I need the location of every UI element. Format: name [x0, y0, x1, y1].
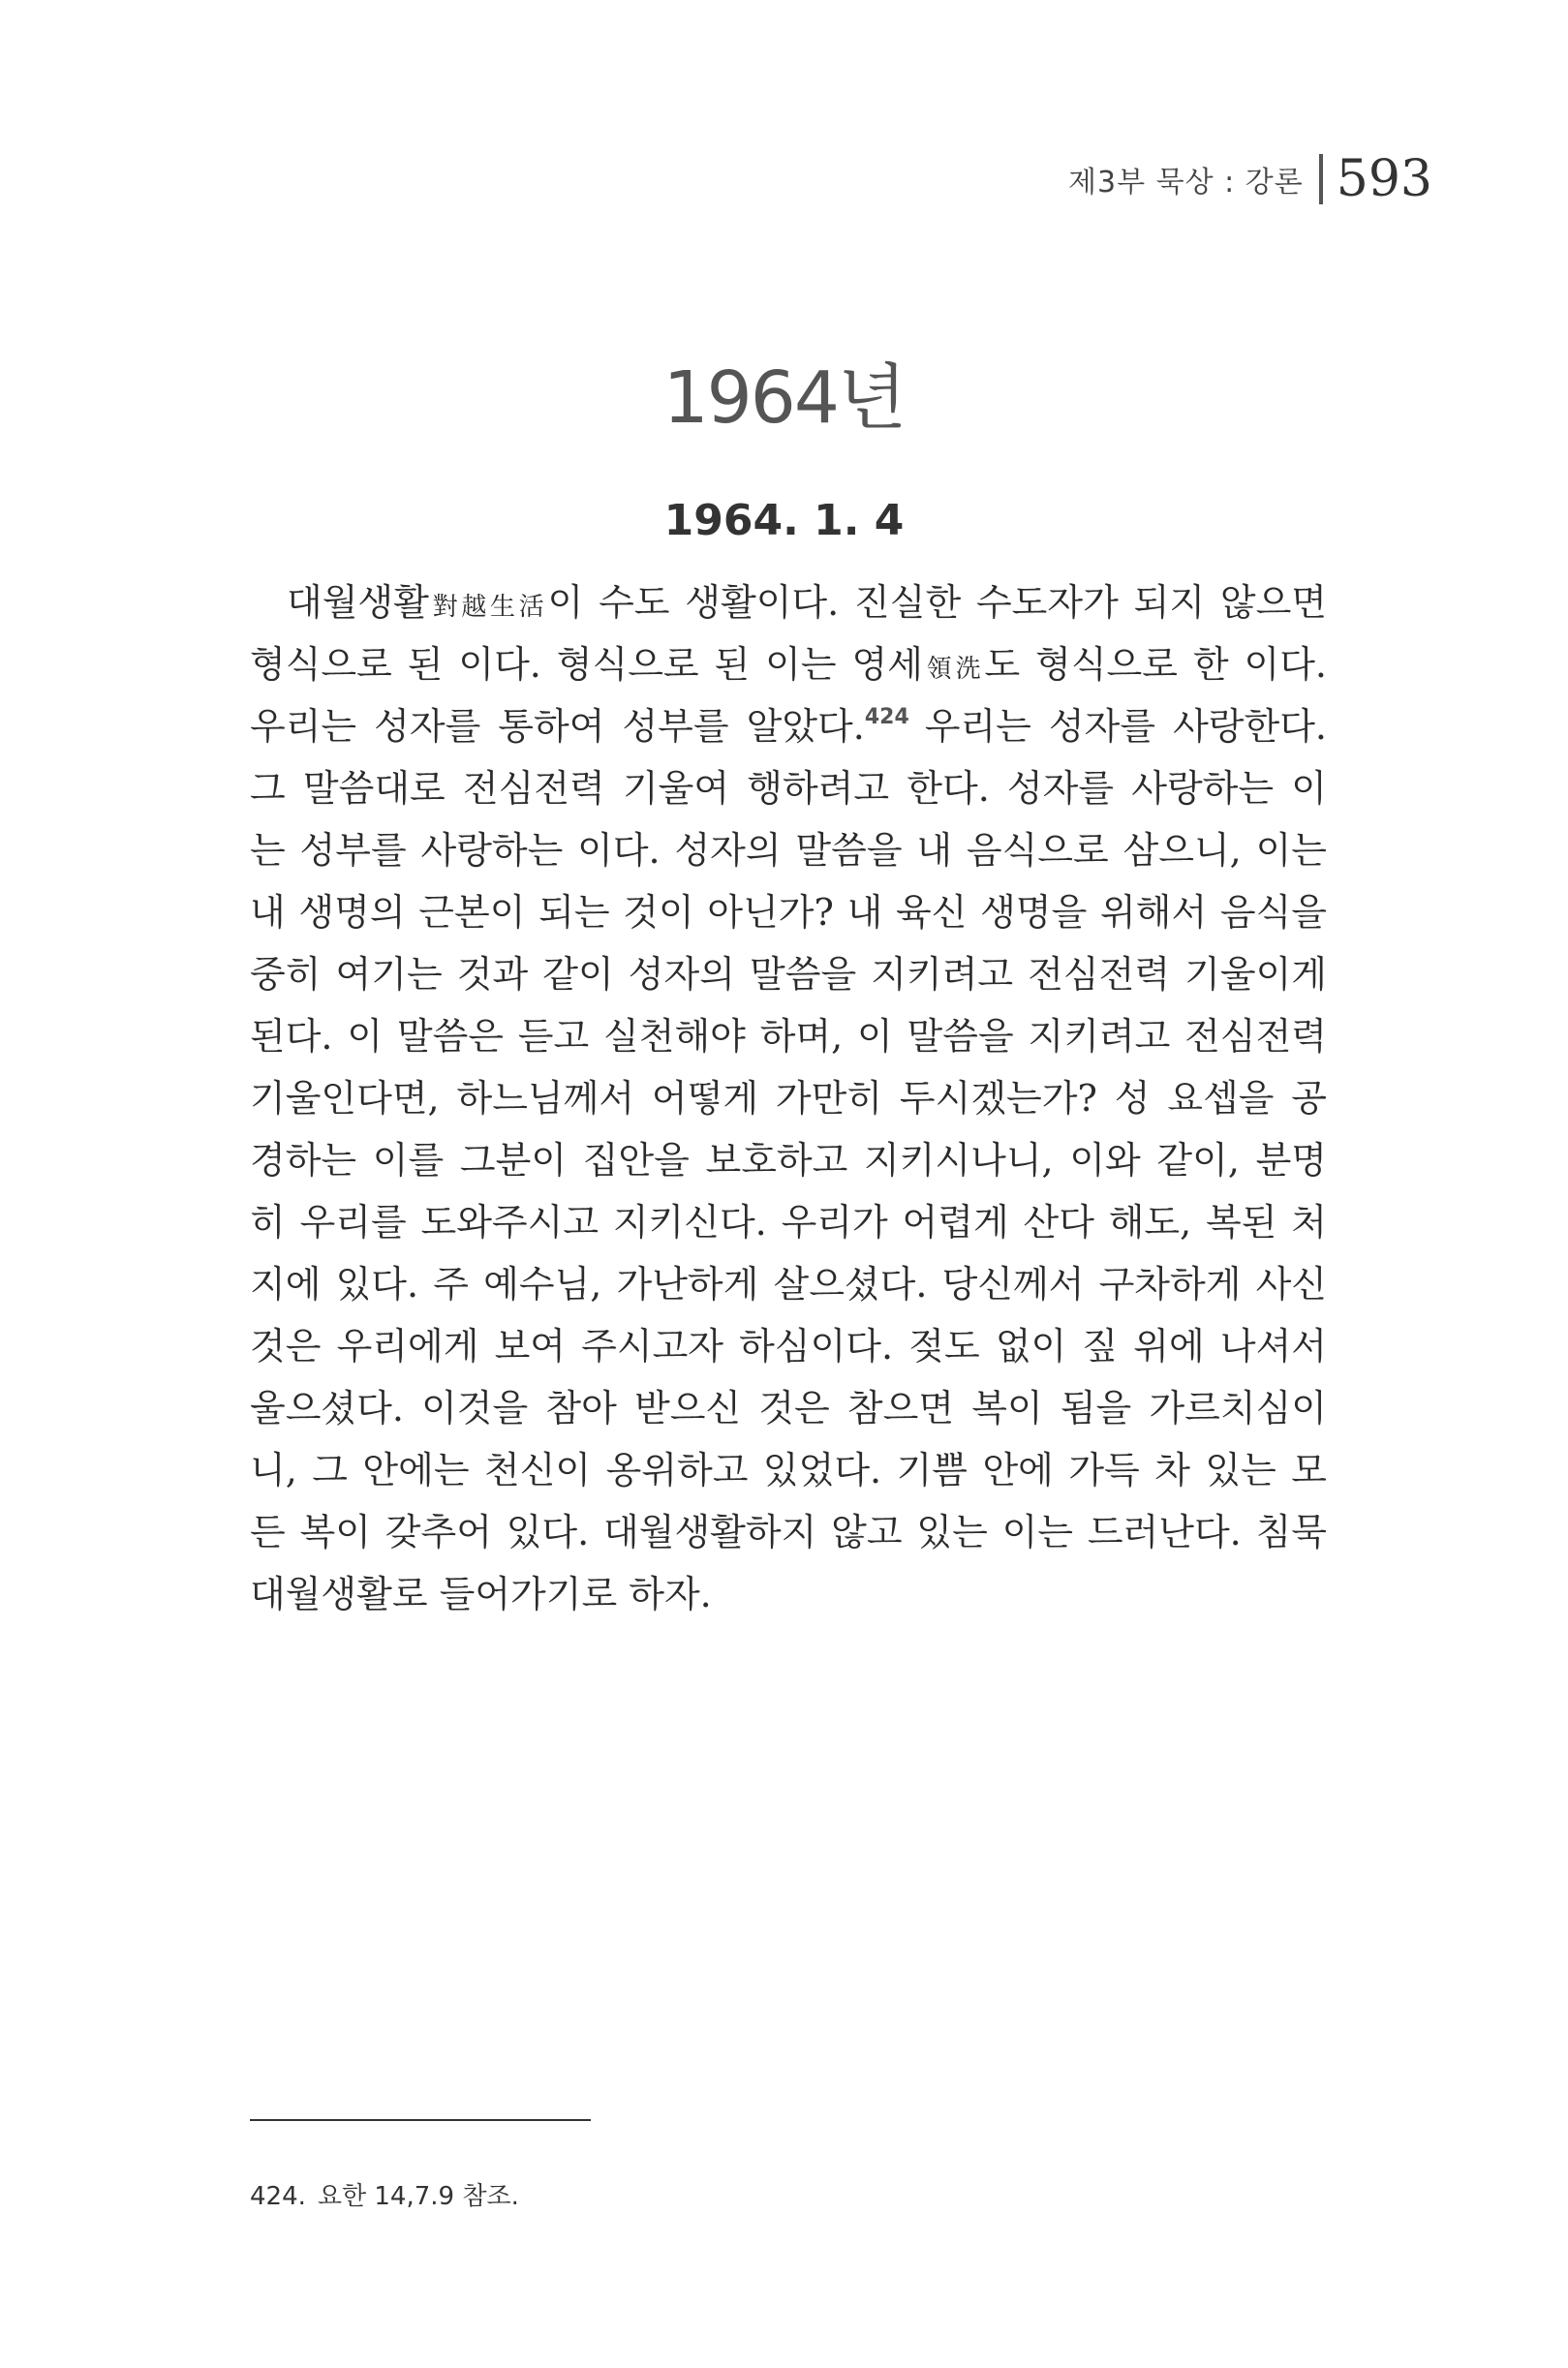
body-line: 기울인다면, 하느님께서 어떻게 가만히 두시겠는가? 성 요셉을 공 [250, 1077, 1327, 1120]
body-line: 히 우리를 도와주시고 지키신다. 우리가 어렵게 산다 해도, 복된 처 [250, 1201, 1327, 1244]
body-line: 든 복이 갖추어 있다. 대월생활하지 않고 있는 이는 드러난다. 침묵 [250, 1511, 1327, 1553]
line-text: 도 형식으로 한 이다. [984, 643, 1327, 686]
footnote-reference[interactable]: 424 [864, 705, 909, 729]
body-line: 대월생활로 들어가기로 하자. [250, 1573, 712, 1615]
hanja-gloss: 對越生活 [428, 593, 548, 622]
body-line: 니, 그 안에는 천신이 옹위하고 있었다. 기쁨 안에 가득 차 있는 모 [250, 1449, 1327, 1492]
body-line: 중히 여기는 것과 같이 성자의 말씀을 지키려고 전심전력 기울이게 [250, 953, 1327, 996]
body-line [250, 633, 1327, 695]
body-line: 내 생명의 근본이 되는 것이 아닌가? 내 육신 생명을 위해서 음식을 [250, 891, 1327, 934]
year-title: 1964년 [662, 356, 906, 440]
hanja-gloss: 領洗 [922, 655, 985, 684]
running-header [1068, 145, 1432, 213]
entry-body [250, 571, 1327, 1625]
line-text: 우리는 성자를 사랑한다. [924, 705, 1327, 748]
body-line: 된다. 이 말씀은 듣고 실천해야 하며, 이 말씀을 지키려고 전심전력 [250, 1015, 1327, 1058]
body-line: 는 성부를 사랑하는 이다. 성자의 말씀을 내 음식으로 삼으니, 이는 [250, 829, 1327, 872]
entry-date: 1964. 1. 4 [663, 496, 905, 545]
page-number: 593 [1336, 150, 1432, 208]
body-line [250, 571, 1327, 633]
line-text: 이 수도 생활이다. 진실한 수도자가 되지 않으면 [547, 581, 1327, 624]
line-text: 대월생활 [287, 581, 429, 624]
header-divider [1319, 154, 1323, 204]
footnote-text: 요한 14,7.9 참조. [317, 2182, 519, 2211]
body-line [250, 695, 1327, 757]
body-line: 것은 우리에게 보여 주시고자 하심이다. 젖도 없이 짚 위에 나셔서 [250, 1325, 1327, 1368]
line-text: 우리는 성자를 통하여 성부를 알았다. [250, 705, 865, 748]
section-label: 제3부 묵상 : 강론 [1068, 166, 1304, 200]
body-line: 지에 있다. 주 예수님, 가난하게 살으셨다. 당신께서 구차하게 사신 [250, 1263, 1327, 1306]
body-line: 울으셨다. 이것을 참아 받으신 것은 참으면 복이 됨을 가르치심이 [250, 1387, 1327, 1430]
line-text: 형식으로 된 이다. 형식으로 된 이는 영세 [250, 643, 923, 686]
footnote [250, 2176, 519, 2212]
body-line: 경하는 이를 그분이 집안을 보호하고 지키시나니, 이와 같이, 분명 [250, 1139, 1327, 1182]
footnote-number: 424. [250, 2182, 306, 2211]
footnote-divider [250, 2119, 591, 2121]
body-line: 그 말씀대로 전심전력 기울여 행하려고 한다. 성자를 사랑하는 이 [250, 767, 1327, 810]
